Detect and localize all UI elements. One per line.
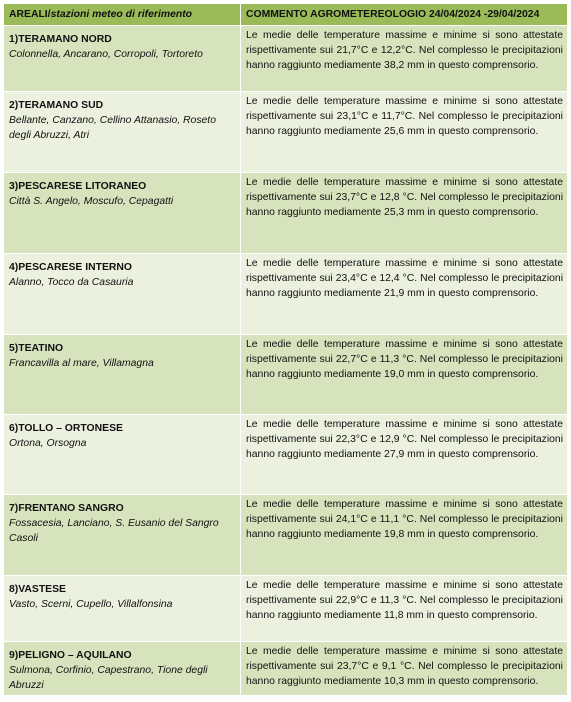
- comment-cell: Le medie delle temperature massime e minime si sono attestate rispettivamente sui 24,1°C e 11,1 °C. Nel complesso le precipitazioni hanno raggiunto mediamente 19,8 mm in questo comprensorio.: [241, 495, 568, 576]
- table-row: [4, 576, 568, 642]
- area-name: 1)TERAMANO NORD: [9, 34, 112, 45]
- area-name: 3)PESCARESE LITORANEO: [9, 181, 147, 192]
- table-row: [4, 92, 568, 173]
- header-areas-suffix: stazioni meteo di riferimento: [50, 9, 193, 20]
- header-row: [4, 4, 568, 26]
- area-cell: [4, 92, 241, 173]
- area-cell: [4, 173, 241, 254]
- comment-cell: Le medie delle temperature massime e minime si sono attestate rispettivamente sui 23,7°C e 9,1 °C. Nel complesso le precipitazioni hanno raggiunto mediamente 10,3 mm in questo comprensorio.: [241, 642, 568, 696]
- area-stations: Vasto, Scerni, Cupello, Villalfonsina: [9, 599, 173, 610]
- area-stations: Fossacesia, Lanciano, S. Eusanio del Sangro Casoli: [9, 518, 219, 544]
- area-cell: [4, 26, 241, 92]
- table-row: [4, 495, 568, 576]
- comment-cell: Le medie delle temperature massime e minime si sono attestate rispettivamente sui 23,1°C e 11,7°C. Nel complesso le precipitazioni hanno raggiunto mediamente 25,6 mm in questo comprensorio.: [241, 92, 568, 173]
- header-areas-prefix: AREALI/: [9, 9, 51, 20]
- area-cell: [4, 254, 241, 335]
- area-stations: Francavilla al mare, Villamagna: [9, 358, 154, 369]
- table-row: [4, 254, 568, 335]
- area-cell: [4, 335, 241, 415]
- table-row: [4, 26, 568, 92]
- comment-cell: Le medie delle temperature massime e minime si sono attestate rispettivamente sui 22,7°C e 11,3 °C. Nel complesso le precipitazioni hanno raggiunto mediamente 19,0 mm in questo comprensorio.: [241, 335, 568, 415]
- area-stations: Ortona, Orsogna: [9, 438, 87, 449]
- area-stations: Alanno, Tocco da Casauria: [9, 277, 134, 288]
- area-name: 5)TEATINO: [9, 343, 64, 354]
- table-row: [4, 173, 568, 254]
- area-stations: Colonnella, Ancarano, Corropoli, Tortoreto: [9, 49, 203, 60]
- area-stations: Sulmona, Corfinio, Capestrano, Tione degli Abruzzi: [9, 665, 208, 691]
- area-name: 8)VASTESE: [9, 584, 66, 595]
- area-cell: [4, 495, 241, 576]
- table-row: [4, 642, 568, 696]
- area-name: 2)TERAMANO SUD: [9, 100, 104, 111]
- area-cell: [4, 642, 241, 696]
- comment-cell: Le medie delle temperature massime e minime si sono attestate rispettivamente sui 22,3°C e 12,9 °C. Nel complesso le precipitazioni hanno raggiunto mediamente 27,9 mm in questo comprensorio.: [241, 415, 568, 495]
- comment-cell: Le medie delle temperature massime e minime si sono attestate rispettivamente sui 22,9°C e 11,3 °C. Nel complesso le precipitazioni hanno raggiunto mediamente 11,8 mm in questo comprensorio.: [241, 576, 568, 642]
- area-stations: Città S. Angelo, Moscufo, Cepagatti: [9, 196, 174, 207]
- comment-cell: Le medie delle temperature massime e minime si sono attestate rispettivamente sui 23,4°C e 12,4 °C. Nel complesso le precipitazioni hanno raggiunto mediamente 21,9 mm in questo comprensorio.: [241, 254, 568, 335]
- comment-cell: Le medie delle temperature massime e minime si sono attestate rispettivamente sui 21,7°C e 12,2°C. Nel complesso le precipitazioni hanno raggiunto mediamente 38,2 mm in questo comprensorio.: [241, 26, 568, 92]
- comment-cell: Le medie delle temperature massime e minime si sono attestate rispettivamente sui 23,7°C e 12,8 °C. Nel complesso le precipitazioni hanno raggiunto mediamente 25,3 mm in questo comprensorio.: [241, 173, 568, 254]
- agrometeo-table: [3, 3, 568, 696]
- table-row: [4, 335, 568, 415]
- area-stations: Bellante, Canzano, Cellino Attanasio, Roseto degli Abruzzi, Atri: [9, 115, 216, 141]
- area-cell: [4, 415, 241, 495]
- table-row: [4, 415, 568, 495]
- area-name: 6)TOLLO – ORTONESE: [9, 423, 123, 434]
- area-name: 7)FRENTANO SANGRO: [9, 503, 124, 514]
- header-comment: COMMENTO AGROMETEREOLOGIO 24/04/2024 -29/04/2024: [241, 4, 568, 26]
- area-cell: [4, 576, 241, 642]
- area-name: 9)PELIGNO – AQUILANO: [9, 650, 132, 661]
- header-areas: [4, 4, 241, 26]
- area-name: 4)PESCARESE INTERNO: [9, 262, 132, 273]
